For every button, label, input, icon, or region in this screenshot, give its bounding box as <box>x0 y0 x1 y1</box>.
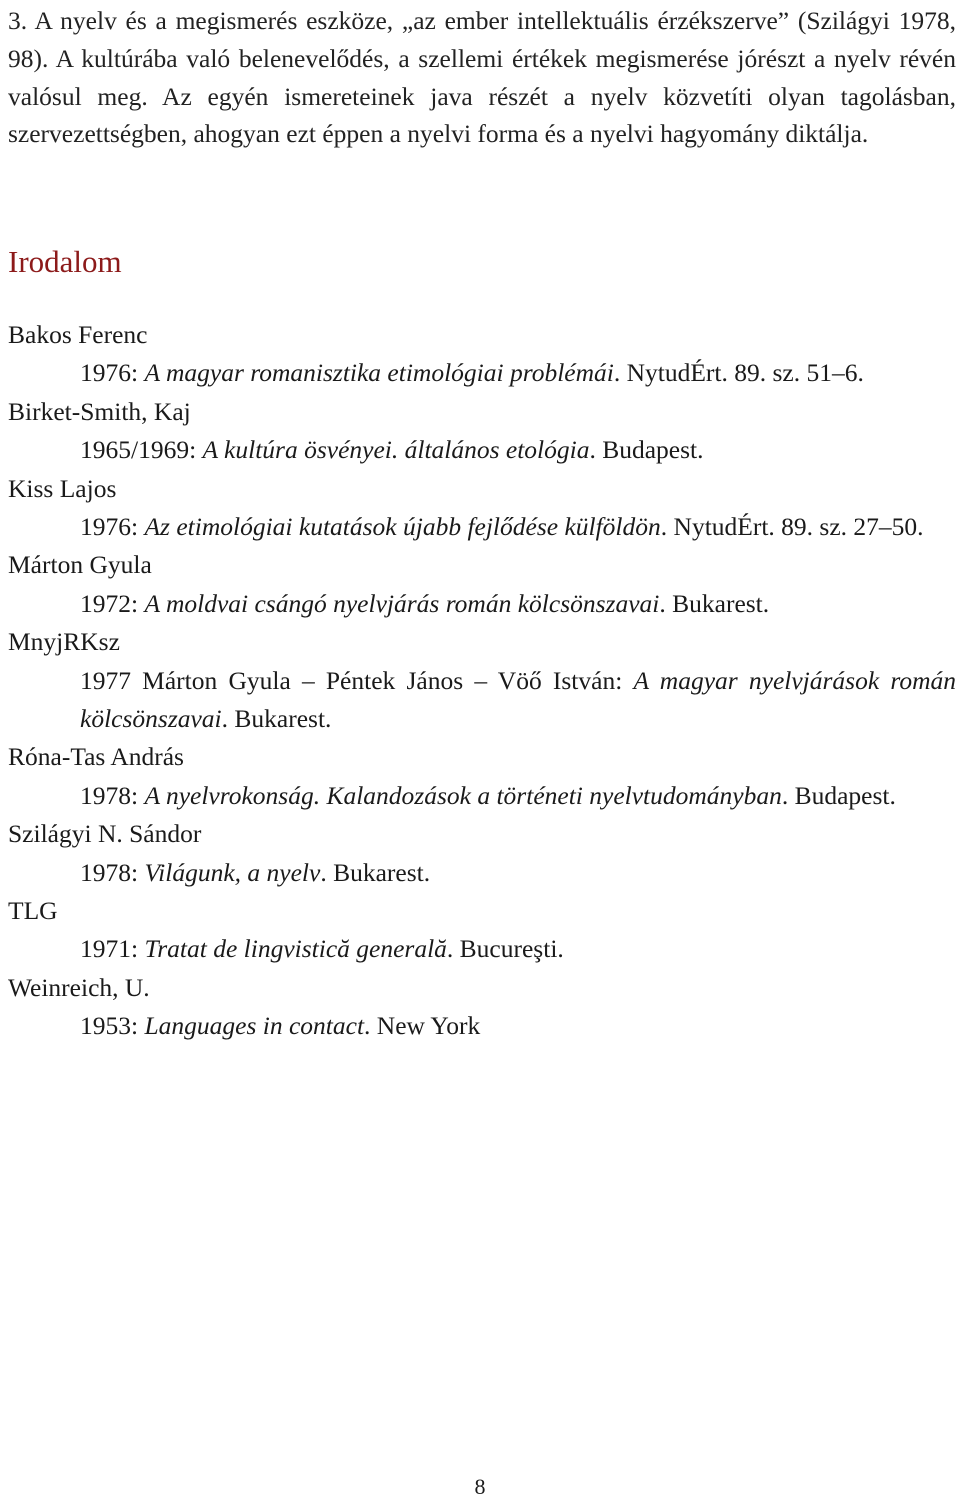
intro-paragraph: 3. A nyelv és a megismerés eszköze, „az ember intellektuális érzékszerve” (Szilágyi 1978, 98). A kultúrába való belenevelődés, a szellemi értékek megismerése jórészt a nyelv révén valósul meg. Az egyén ismereteinek java részét a nyelv közvetíti olyan tagolásban, szervezettségben, ahogyan ezt éppen a nyelvi forma és a nyelvi hagyomány diktálja. <box>8 6 956 149</box>
entry-year: 1953: <box>80 1011 145 1041</box>
entry-details: . New York <box>364 1011 481 1041</box>
entry-reference <box>8 354 956 392</box>
entry-author: Róna-Tas András <box>8 742 184 772</box>
section-heading: Irodalom <box>8 244 122 279</box>
entry-author: MnyjRKsz <box>8 627 120 657</box>
entry-year: 1972: <box>80 588 145 618</box>
entry-details: . Bukarest. <box>320 857 431 887</box>
entry-title: A moldvai csángó nyelvjárás román kölcsönszavai <box>144 588 660 618</box>
entry-title: A nyelvrokonság. Kalandozások a történeti nyelvtudományban <box>144 780 782 810</box>
page-number: 8 <box>474 1474 486 1499</box>
entry-title: Tratat de lingvistică generală <box>144 934 447 964</box>
entry-year: 1978: <box>80 857 145 887</box>
entry-year: 1971: <box>80 934 145 964</box>
entry-year: 1976: <box>80 358 145 388</box>
entry-author: TLG <box>8 895 58 925</box>
entry-author: Márton Gyula <box>8 550 152 580</box>
bibliography-entry <box>8 969 956 1046</box>
entry-details: . Bukarest. <box>659 588 770 618</box>
entry-reference <box>8 431 956 469</box>
bibliography-entry <box>8 623 956 738</box>
entry-title: A magyar romanisztika etimológiai problémái <box>144 358 614 388</box>
entry-author: Szilágyi N. Sándor <box>8 819 202 849</box>
bibliography-entry <box>8 815 956 892</box>
entry-title: Az etimológiai kutatások újabb fejlődése külföldön <box>144 511 661 541</box>
entry-year: 1978: <box>80 780 145 810</box>
entry-reference <box>8 777 956 815</box>
entry-year: 1976: <box>80 511 145 541</box>
entry-year: 1965/1969: <box>80 435 203 465</box>
bibliography-entry <box>8 393 956 470</box>
entry-title: Világunk, a nyelv <box>144 857 321 887</box>
entry-author: Bakos Ferenc <box>8 320 148 349</box>
entry-title: Languages in contact <box>144 1011 365 1041</box>
entry-title: A magyar nyelvjárások román kölcsönszavai <box>80 665 956 733</box>
entry-details: . Budapest. <box>589 435 704 465</box>
bibliography-entry <box>8 316 956 393</box>
entry-reference <box>8 930 956 968</box>
bibliography-entry <box>8 470 956 547</box>
entry-author: Kiss Lajos <box>8 473 117 503</box>
entry-reference <box>8 662 956 739</box>
entry-author: Birket-Smith, Kaj <box>8 396 191 426</box>
entry-year: 1977 Márton Gyula – Péntek János – Vöő István: <box>80 665 634 695</box>
entry-reference <box>8 854 956 892</box>
entry-details: . Budapest. <box>781 780 896 810</box>
entry-title: A kultúra ösvényei. általános etológia <box>202 435 590 465</box>
bibliography-entry <box>8 738 956 815</box>
entry-details: . Bukarest. <box>221 703 332 733</box>
entry-details: . NytudÉrt. 89. sz. 27–50. <box>660 511 924 541</box>
entry-reference <box>8 585 956 623</box>
entry-reference <box>8 508 956 546</box>
entry-author: Weinreich, U. <box>8 972 150 1002</box>
document-page <box>8 0 956 1041</box>
entry-reference <box>8 1007 956 1045</box>
bibliography-entry <box>8 546 956 623</box>
entry-details: . NytudÉrt. 89. sz. 51–6. <box>613 358 864 388</box>
bibliography-entry <box>8 892 956 969</box>
entry-details: . Bucureşti. <box>446 934 564 964</box>
bibliography-list <box>8 316 956 1046</box>
